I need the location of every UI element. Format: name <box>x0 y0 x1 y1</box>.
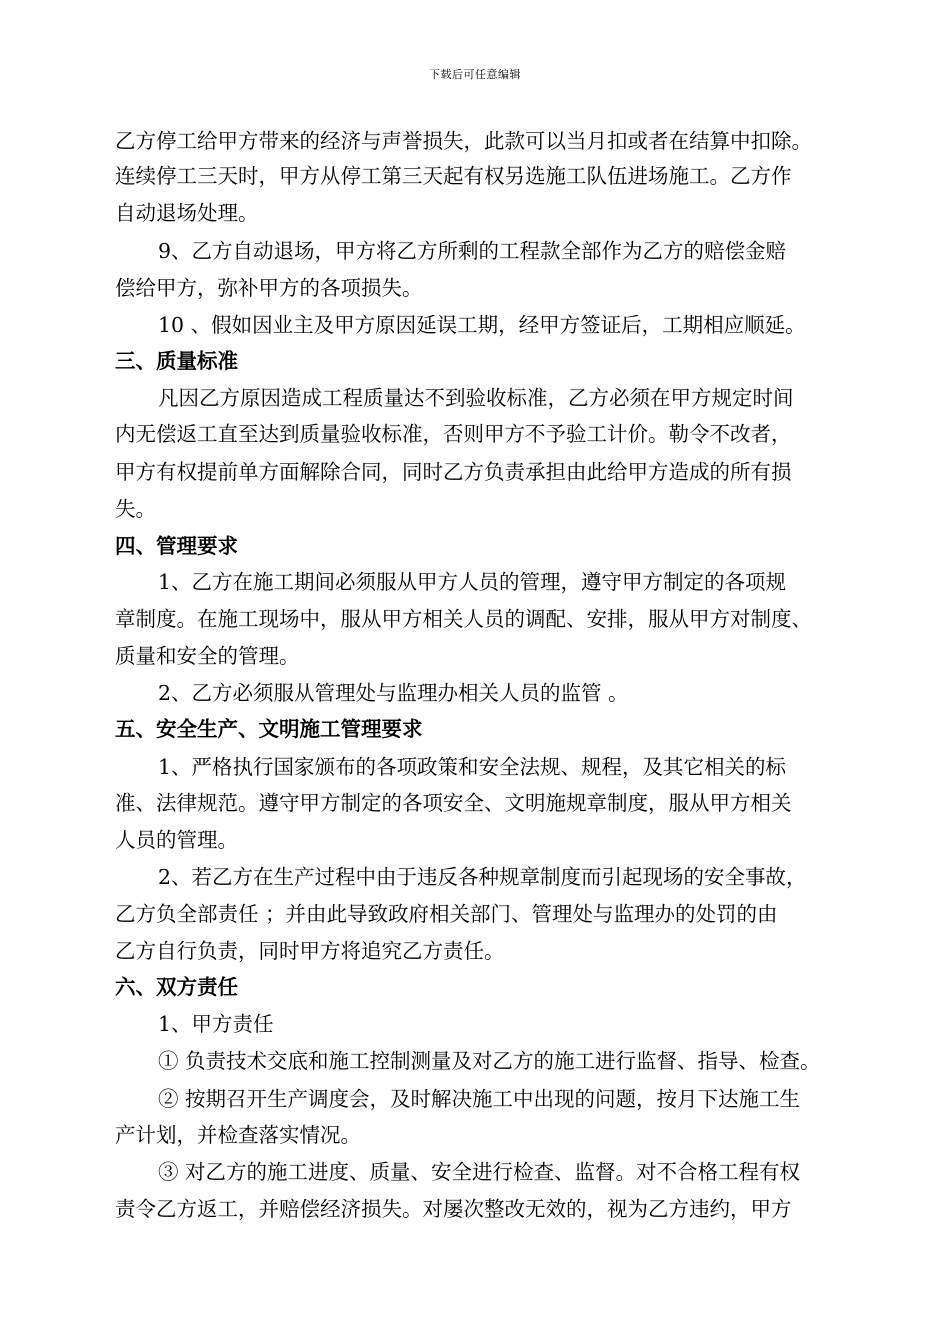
paragraph-line: 连续停工三天时，甲方从停工第三天起有权另选施工队伍进场施工。乙方作 <box>115 164 792 188</box>
paragraph-line: 失。 <box>115 497 156 521</box>
paragraph-line: 2、若乙方在生产过程中由于违反各种规章制度而引起现场的安全事故， <box>158 865 807 889</box>
paragraph-line: 1、乙方在施工期间必须服从甲方人员的管理，遵守甲方制定的各项规 <box>158 570 787 594</box>
paragraph-line: 2、乙方必须服从管理处与监理办相关人员的监管 。 <box>158 681 629 705</box>
paragraph-line: ① 负责技术交底和施工控制测量及对乙方的施工进行监督、指导、检查。 <box>158 1049 821 1073</box>
paragraph-line: 1、甲方责任 <box>158 1012 274 1036</box>
paragraph-line: 凡因乙方原因造成工程质量达不到验收标准，乙方必须在甲方规定时间 <box>158 386 794 410</box>
section-heading: 六、双方责任 <box>115 975 238 999</box>
paragraph-line: 1、严格执行国家颁布的各项政策和安全法规、规程，及其它相关的标 <box>158 755 787 779</box>
paragraph-line: 乙方自行负责，同时甲方将追究乙方责任。 <box>115 939 505 963</box>
paragraph-line: 责令乙方返工，并赔偿经济损失。对屡次整改无效的，视为乙方违约，甲方 <box>115 1197 792 1221</box>
section-heading: 三、质量标准 <box>115 349 238 373</box>
paragraph-line: ③ 对乙方的施工进度、质量、安全进行检查、监督。对不合格工程有权 <box>158 1160 801 1184</box>
paragraph-line: 乙方负全部责任 ；并由此导致政府相关部门、管理处与监理办的处罚的由 <box>115 902 778 926</box>
paragraph-line: 内无偿返工直至达到质量验收标准，否则甲方不予验工计价。勒令不改者， <box>115 422 792 446</box>
page-header-note: 下载后可任意编辑 <box>429 68 521 81</box>
paragraph-line: 10 、假如因业主及甲方原因延误工期，经甲方签证后，工期相应顺延。 <box>158 313 806 337</box>
paragraph-line: 偿给甲方，弥补甲方的各项损失。 <box>115 276 423 300</box>
paragraph-line: 乙方停工给甲方带来的经济与声誉损失，此款可以当月扣或者在结算中扣除。 <box>115 129 812 153</box>
paragraph-line: 章制度。在施工现场中，服从甲方相关人员的调配、安排，服从甲方对制度、 <box>115 607 812 631</box>
section-heading: 五、安全生产、文明施工管理要求 <box>115 717 423 741</box>
section-heading: 四、管理要求 <box>115 534 238 558</box>
paragraph-line: 自动退场处理。 <box>115 201 259 225</box>
paragraph-line: 准、法律规范。遵守甲方制定的各项安全、文明施规章制度，服从甲方相关 <box>115 791 792 815</box>
paragraph-line: 甲方有权提前单方面解除合同，同时乙方负责承担由此给甲方造成的所有损 <box>115 460 792 484</box>
paragraph-line: 9、乙方自动退场，甲方将乙方所剩的工程款全部作为乙方的赔偿金赔 <box>158 239 787 263</box>
paragraph-line: 质量和安全的管理。 <box>115 644 300 668</box>
paragraph-line: 人员的管理。 <box>115 828 238 852</box>
paragraph-line: ② 按期召开生产调度会，及时解决施工中出现的问题，按月下达施工生 <box>158 1087 801 1111</box>
paragraph-line: 产计划，并检查落实情况。 <box>115 1123 361 1147</box>
